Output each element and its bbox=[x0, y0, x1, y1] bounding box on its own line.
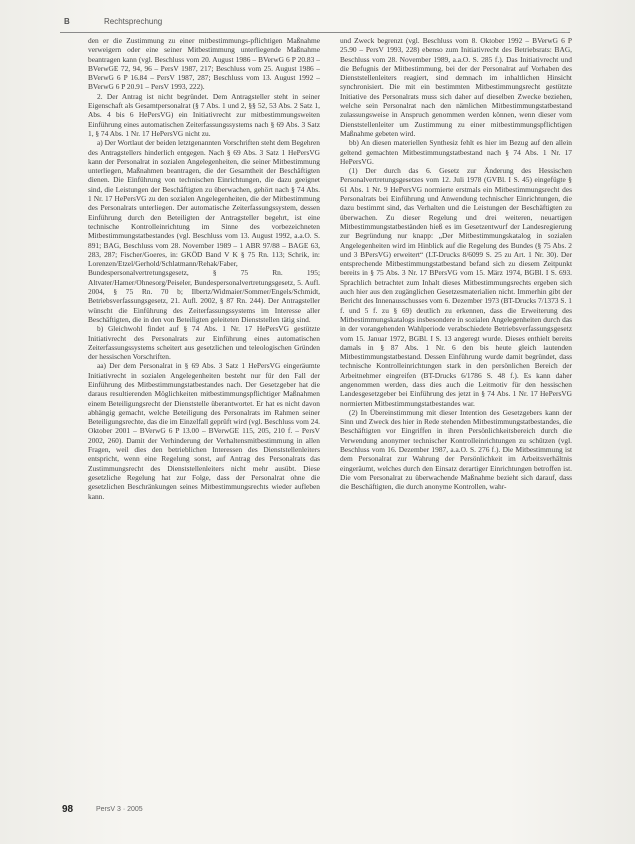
section-title: Rechtsprechung bbox=[104, 17, 163, 26]
paragraph: b) Gleichwohl findet auf § 74 Abs. 1 Nr. 17 HePersVG gestützte Initiativrecht des Personalrats zur Einführung eines automatischen Zeiterfassungssystems scheitert aus gesetzlichen und teleologischen Gründen der hessischen Vorschriften. bbox=[88, 324, 320, 362]
paragraph: (2) In Übereinstimmung mit dieser Intention des Gesetzgebers kann der Sinn und Zweck des hier in Rede stehenden Mitbestimmungstatbestandes, die Beschäftigten vor Eingriffen in ihren Persönlichkeitsbereich durch die Verwendung anonymer technischer Kontrolleinrichtungen zu schützen (vgl. Beschluss vom 16. Dezember 1987, a.a.O. S. 276 f.). Die Mitbestimmung ist dem Personalrat zur Wahrung der Persönlichkeit im Arbeitsverhältnis eingeräumt, welches durch den Einsatz derartiger Einrichtungen betroffen ist. Die vom Personalrat zu überwachende Maßnahme bezieht sich darauf, dass die Beschäftigten, die durch anonyme Kontrollen, wahr- bbox=[340, 407, 572, 492]
paragraph: (1) Der durch das 6. Gesetz zur Änderung des Hessischen Personalvertretungsgesetzes vom 12. Juli 1978 (GVBl. I S. 45) eingefügte § 61 Abs. 1 Nr. 9 HePersVG normierte erstmals ein Mitbestimmungsrecht des Personalrats bei Einführung und Anwendung technischer Einrichtungen, die dazu bestimmt sind, das Verhalten und die Leistungen der Beschäftigten zu überwachen. Zu dieser Regelung und drei weiteren, neuartigen Mitbestimmungstatbeständen hieß es im Gesetzentwurf der Landesregierung zur Begründung nur knapp: „Der Mitbestimmungskatalog in sozialen Angelegenheiten wird im Hinblick auf die Regelung des Bundes (§ 75 Abs. 2 und 3 BPersVG) erweitert“ (LT-Drucks 8/6099 S. 25 zu Art. 1 Nr. 30). Der entsprechende Mitbestimmungstatbestand befand sich zu diesem Zeitpunkt bereits in § 75 Abs. 3 Nr. 17 BPersVG vom 15. März 1974, BGBl. I S. 693. Sprachlich betrachtet zum Inhalt dieses Mitbestimmungsrechts ergeben sich auch hier aus den zugänglichen Gesetzesmaterialien nicht. Immerhin gibt der Bericht des Innenausschusses vom 6. Dezember 1973 (BT-Drucks 7/1373 S. 1 f. und 5 f. zu § 69) deutlich zu erkennen, dass die Erweiterung des Mitbestimmungskatalogs insbesondere in sozialen Angelegenheiten durch das in der vorangehenden Wahlperiode verabschiedete Betriebsverfassungsgesetz vom 15. Januar 1972, BGBl. I S. 13 angeregt wurde. Dieses enthielt bereits damals in § 87 Abs. 1 Nr. 6 den bis heute gleich lautenden Mitbestimmungstatbestand. Dessen Einführung wurde damit begründet, dass technische Kontrolleinrichtungen stark in den persönlichen Bereich der Arbeitnehmer eingreifen (BT-Drucks 6/1786 S. 48 f.). Es kann daher angenommen werden, dass dies auch die Leitmotiv für den hessischen Landesgesetzgeber bei Einführung des jetzt in § 74 Abs. 1 Nr. 17 HePersVG normierten Mitbestimmungstatbestandes war. bbox=[340, 166, 572, 408]
section-marker: B bbox=[64, 17, 70, 26]
page-footer bbox=[60, 804, 570, 818]
paragraph: den er die Zustimmung zu einer mitbestimmungs-pflichtigen Maßnahme verweigern oder eine seiner Mitbestimmung unterliegende Maßnahme beantragen kann (vgl. Beschluss vom 20. August 1986 – BVerwG 6 P 20.83 – BVerwGE 72, 94, 96 – PersV 1987, 217; Beschluss vom 25. August 1986 – BVerwG 6 P 16.84 – PersV 1987, 287; Beschluss vom 13. August 1992 – BVerwG 6 P 20.91 – PersV 1993, 222). bbox=[88, 36, 320, 92]
running-header bbox=[60, 14, 570, 33]
right-column bbox=[340, 36, 572, 492]
paragraph: und Zweck begrenzt (vgl. Beschluss vom 8. Oktober 1992 – BVerwG 6 P 25.90 – PersV 1993, 228) ebenso zum Initiativrecht des Betriebsrats: BAG, Beschluss vom 28. November 1989, a.a.O. S. 285 f.). Das Initiativrecht und die Befugnis der Mitbestimmung, bei der der Personalrat auf Vorhaben des Dienststellenleiters reagiert, sind demnach im inhaltlichen Hinsicht synchronisiert. Die mit ein bestimmten Mitbestimmungsrecht gestützte Initiative des Personalrats muss sich daher auf dieselben Zwecke beziehen, welche sein Personalrat nach den nämlichen Mitbestimmungstatbestand zulassungsweise in Anspruch genommen werden können, wenn dieser vom Dienststellenleiter um Zustimmung zu einer mitbestimmungspflichtigen Maßnahme gebeten wird. bbox=[340, 36, 572, 138]
paragraph: a) Der Wortlaut der beiden letztgenannten Vorschriften steht dem Begehren des Antragstellers hinderlich entgegen. Nach § 69 Abs. 3 Satz 1 HePersVG kann der Personalrat in sozialen Angelegenheiten, die seiner Mitbestimmung unterliegen, Maßnahmen beantragen, die der Gesamtheit der Beschäftigten dienen. Die Einführung von technischen Einrichtungen, die dazu geeignet sind, die Leistungen der Beschäftigten zu überwachen, gehört nach § 74 Abs. 1 Nr. 17 HePersVG zu den sozialen Angelegenheiten, die der Mitbestimmung des Personalrats unterliegen. Der automatische Zeiterfassungssystem, dessen Einführung durch den Beteiligten der Antragsteller begehrt, ist eine technische Kontrolleinrichtung im Sinne des vorbezeichneten Mitbestimmungstatbestandes (vgl. Beschluss vom 13. August 1992, a.a.O. S. 891; BAG, Beschluss vom 28. November 1989 – 1 ABR 97/88 – BAGE 63, 283, 287; Fischer/Goeres, in: GKÖD Band V K § 75 Rn. 113; Schrik, in: Lorenzen/Etzel/Gerhold/Schlatmann/Rehak/Faber, Bundespersonalvertretungsgesetz, § 75 Rn. 195; Altvater/Hamer/Ohnesorg/Peiseler, Bundespersonalvertretungsgesetz, 5. Aufl. 2004, § 75 Rn. 70 b; Ilbertz/Widmaier/Sommer/Engels/Schmidt, Betriebsverfassungsgesetz, 21. Aufl. 2002, § 87 Rn. 244). Der Antragsteller wünscht die Einführung des Zeiterfassungssystems im Interesse aller Beschäftigten, die in den von Beteiligten geleiteten Dienststellen tätig sind. bbox=[88, 138, 320, 324]
paragraph: aa) Der dem Personalrat in § 69 Abs. 3 Satz 1 HePersVG eingeräumte Initiativrecht in sozialen Angelegenheiten besteht nur für den Fall der Einführung des Mitbestimmungstatbestandes nach. Der Gesetzgeber hat die daraus resultierenden Möglichkeiten mitbestimmungspflichtiger Maßnahmen einem Beteiligungsrecht der Dienststelle überantwortet. Er hat es nicht davon abhängig gemacht, welche Beteiligung des Personalrats im Rahmen seiner Beteiligungsrechte, das die im Einzelfall geprüft wird (vgl. Beschluss vom 24. Oktober 2001 – BVerwG 6 P 13.00 – BVerwGE 115, 205, 210 f. – PersV 2002, 260). Damit der Verhinderung der Verhaltensmitbestimmung in allen Fragen, weil dies den betrieblichen Interessen des Dienststellenleiters entspricht, wenn eine Regelung sonst, auf Antrag des Personalrats das Zustimmungsrecht des Dienststellenleiters nicht mehr ausübt. Diese gesetzliche Regelung hat zur Folge, dass der Personalrat ohne die gesetzlichen Beschränkungen seines Mitbestimmungsrechts wieder aufleben kann. bbox=[88, 361, 320, 501]
page-number: 98 bbox=[62, 804, 74, 815]
left-column bbox=[88, 36, 320, 501]
issue-info: PersV 3 · 2005 bbox=[96, 806, 143, 813]
paragraph: 2. Der Antrag ist nicht begründet. Dem Antragsteller steht in seiner Eigenschaft als Gesamtpersonalrat (§ 7 Abs. 1 und 2, §§ 52, 53 Abs. 2 Satz 1, Abs. 4 bis 6 HePersVG) ein Initiativrecht zur mitbestimmungsweiten Einführung eines automatischen Zeiterfassungssystems nach § 69 Abs. 3 Satz 1, § 74 Abs. 1 Nr. 17 HePersVG nicht zu. bbox=[88, 91, 320, 138]
paragraph: bb) An diesen materiellen Synthesiz fehlt es hier im Bezug auf den allein geltend gemachten Mitbestimmungstatbestand nach § 74 Abs. 1 Nr. 17 HePersVG. bbox=[340, 138, 572, 166]
